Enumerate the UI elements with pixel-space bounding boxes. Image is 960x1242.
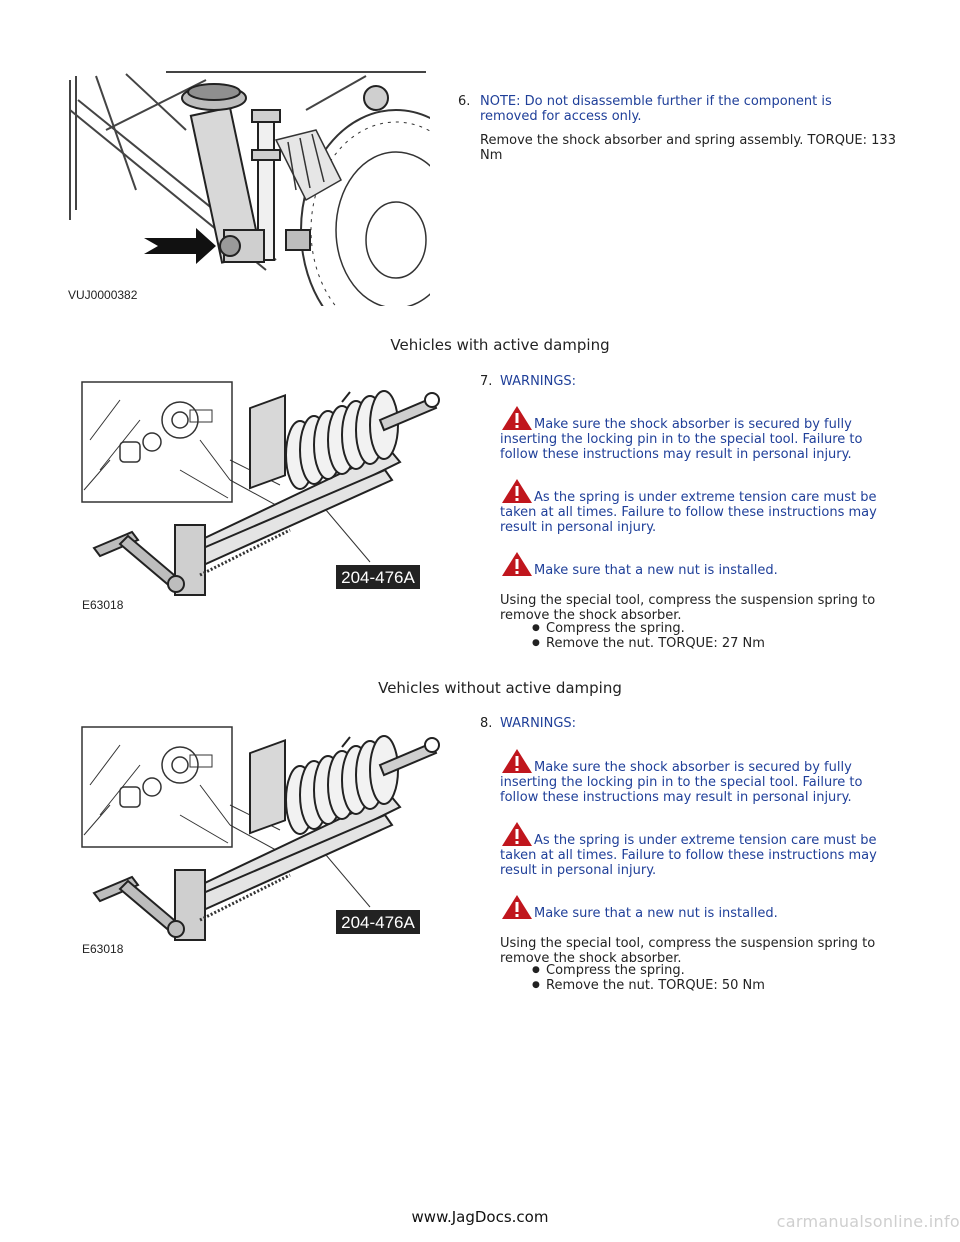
step6-instruction: Remove the shock absorber and spring assembly. TORQUE: 133 Nm — [480, 133, 896, 163]
list-item: ● Remove the nut. TORQUE: 27 Nm — [530, 636, 765, 651]
warning-text: Make sure the shock absorber is secured by fully inserting the locking pin in to the special tool. Failure to follow these instructions may result in personal injury. — [500, 760, 863, 805]
tool-label: 204-476A — [341, 913, 415, 932]
list-item: ● Compress the spring. — [530, 963, 765, 978]
warning-text: Make sure that a new nut is installed. — [534, 906, 778, 921]
warning-text: Make sure the shock absorber is secured by fully inserting the locking pin in to the special tool. Failure to follow these instructions may result in personal injury. — [500, 417, 863, 462]
footer-link[interactable]: www.JagDocs.com — [411, 1208, 549, 1226]
warning-triangle-icon — [500, 893, 534, 921]
section-heading-without-active-damping: Vehicles without active damping — [378, 679, 622, 697]
step8-figure — [80, 725, 440, 961]
list-item: ● Remove the nut. TORQUE: 50 Nm — [530, 978, 765, 993]
section-heading-active-damping: Vehicles with active damping — [390, 336, 610, 354]
spring-compressor-illustration — [80, 380, 440, 616]
step7-instruction: Using the special tool, compress the suspension spring to remove the shock absorber. — [500, 593, 876, 623]
warning-triangle-icon — [500, 477, 534, 505]
step8-warning-1 — [500, 747, 900, 805]
step8-warning-3 — [500, 893, 900, 921]
tool-label: 204-476A — [341, 568, 415, 587]
step7-warnings-label: WARNINGS: — [500, 374, 577, 389]
step6-number: 6. — [458, 94, 471, 109]
step7-warning-2 — [500, 477, 900, 535]
step8-instruction: Using the special tool, compress the suspension spring to remove the shock absorber. — [500, 936, 876, 966]
warning-triangle-icon — [500, 747, 534, 775]
step7-figure — [80, 380, 440, 616]
step7-number: 7. — [480, 374, 493, 389]
watermark: carmanualsonline.info — [776, 1212, 960, 1231]
warning-text: As the spring is under extreme tension care must be taken at all times. Failure to follow these instructions may result in personal injury. — [500, 490, 877, 535]
step8-warnings-label: WARNINGS: — [500, 716, 577, 731]
step6-note: NOTE: Do not disassemble further if the component is removed for access only. — [480, 94, 832, 124]
warning-text: As the spring is under extreme tension care must be taken at all times. Failure to follow these instructions may result in personal injury. — [500, 833, 877, 878]
step8-figure-label: E63018 — [82, 942, 124, 956]
step7-warning-3 — [500, 550, 900, 578]
list-item: ● Compress the spring. — [530, 621, 765, 636]
step8-number: 8. — [480, 716, 493, 731]
step6-figure-label: VUJ0000382 — [68, 288, 138, 302]
step8-bullets — [530, 963, 765, 993]
step7-bullets — [530, 621, 765, 651]
warning-triangle-icon — [500, 550, 534, 578]
step7-warning-1 — [500, 404, 900, 462]
warning-triangle-icon — [500, 820, 534, 848]
step7-figure-label: E63018 — [82, 598, 124, 612]
spring-compressor-illustration — [80, 725, 440, 961]
shock-absorber-illustration — [66, 70, 430, 306]
warning-text: Make sure that a new nut is installed. — [534, 563, 778, 578]
step8-warning-2 — [500, 820, 900, 878]
step6-figure — [66, 70, 430, 306]
warning-triangle-icon — [500, 404, 534, 432]
